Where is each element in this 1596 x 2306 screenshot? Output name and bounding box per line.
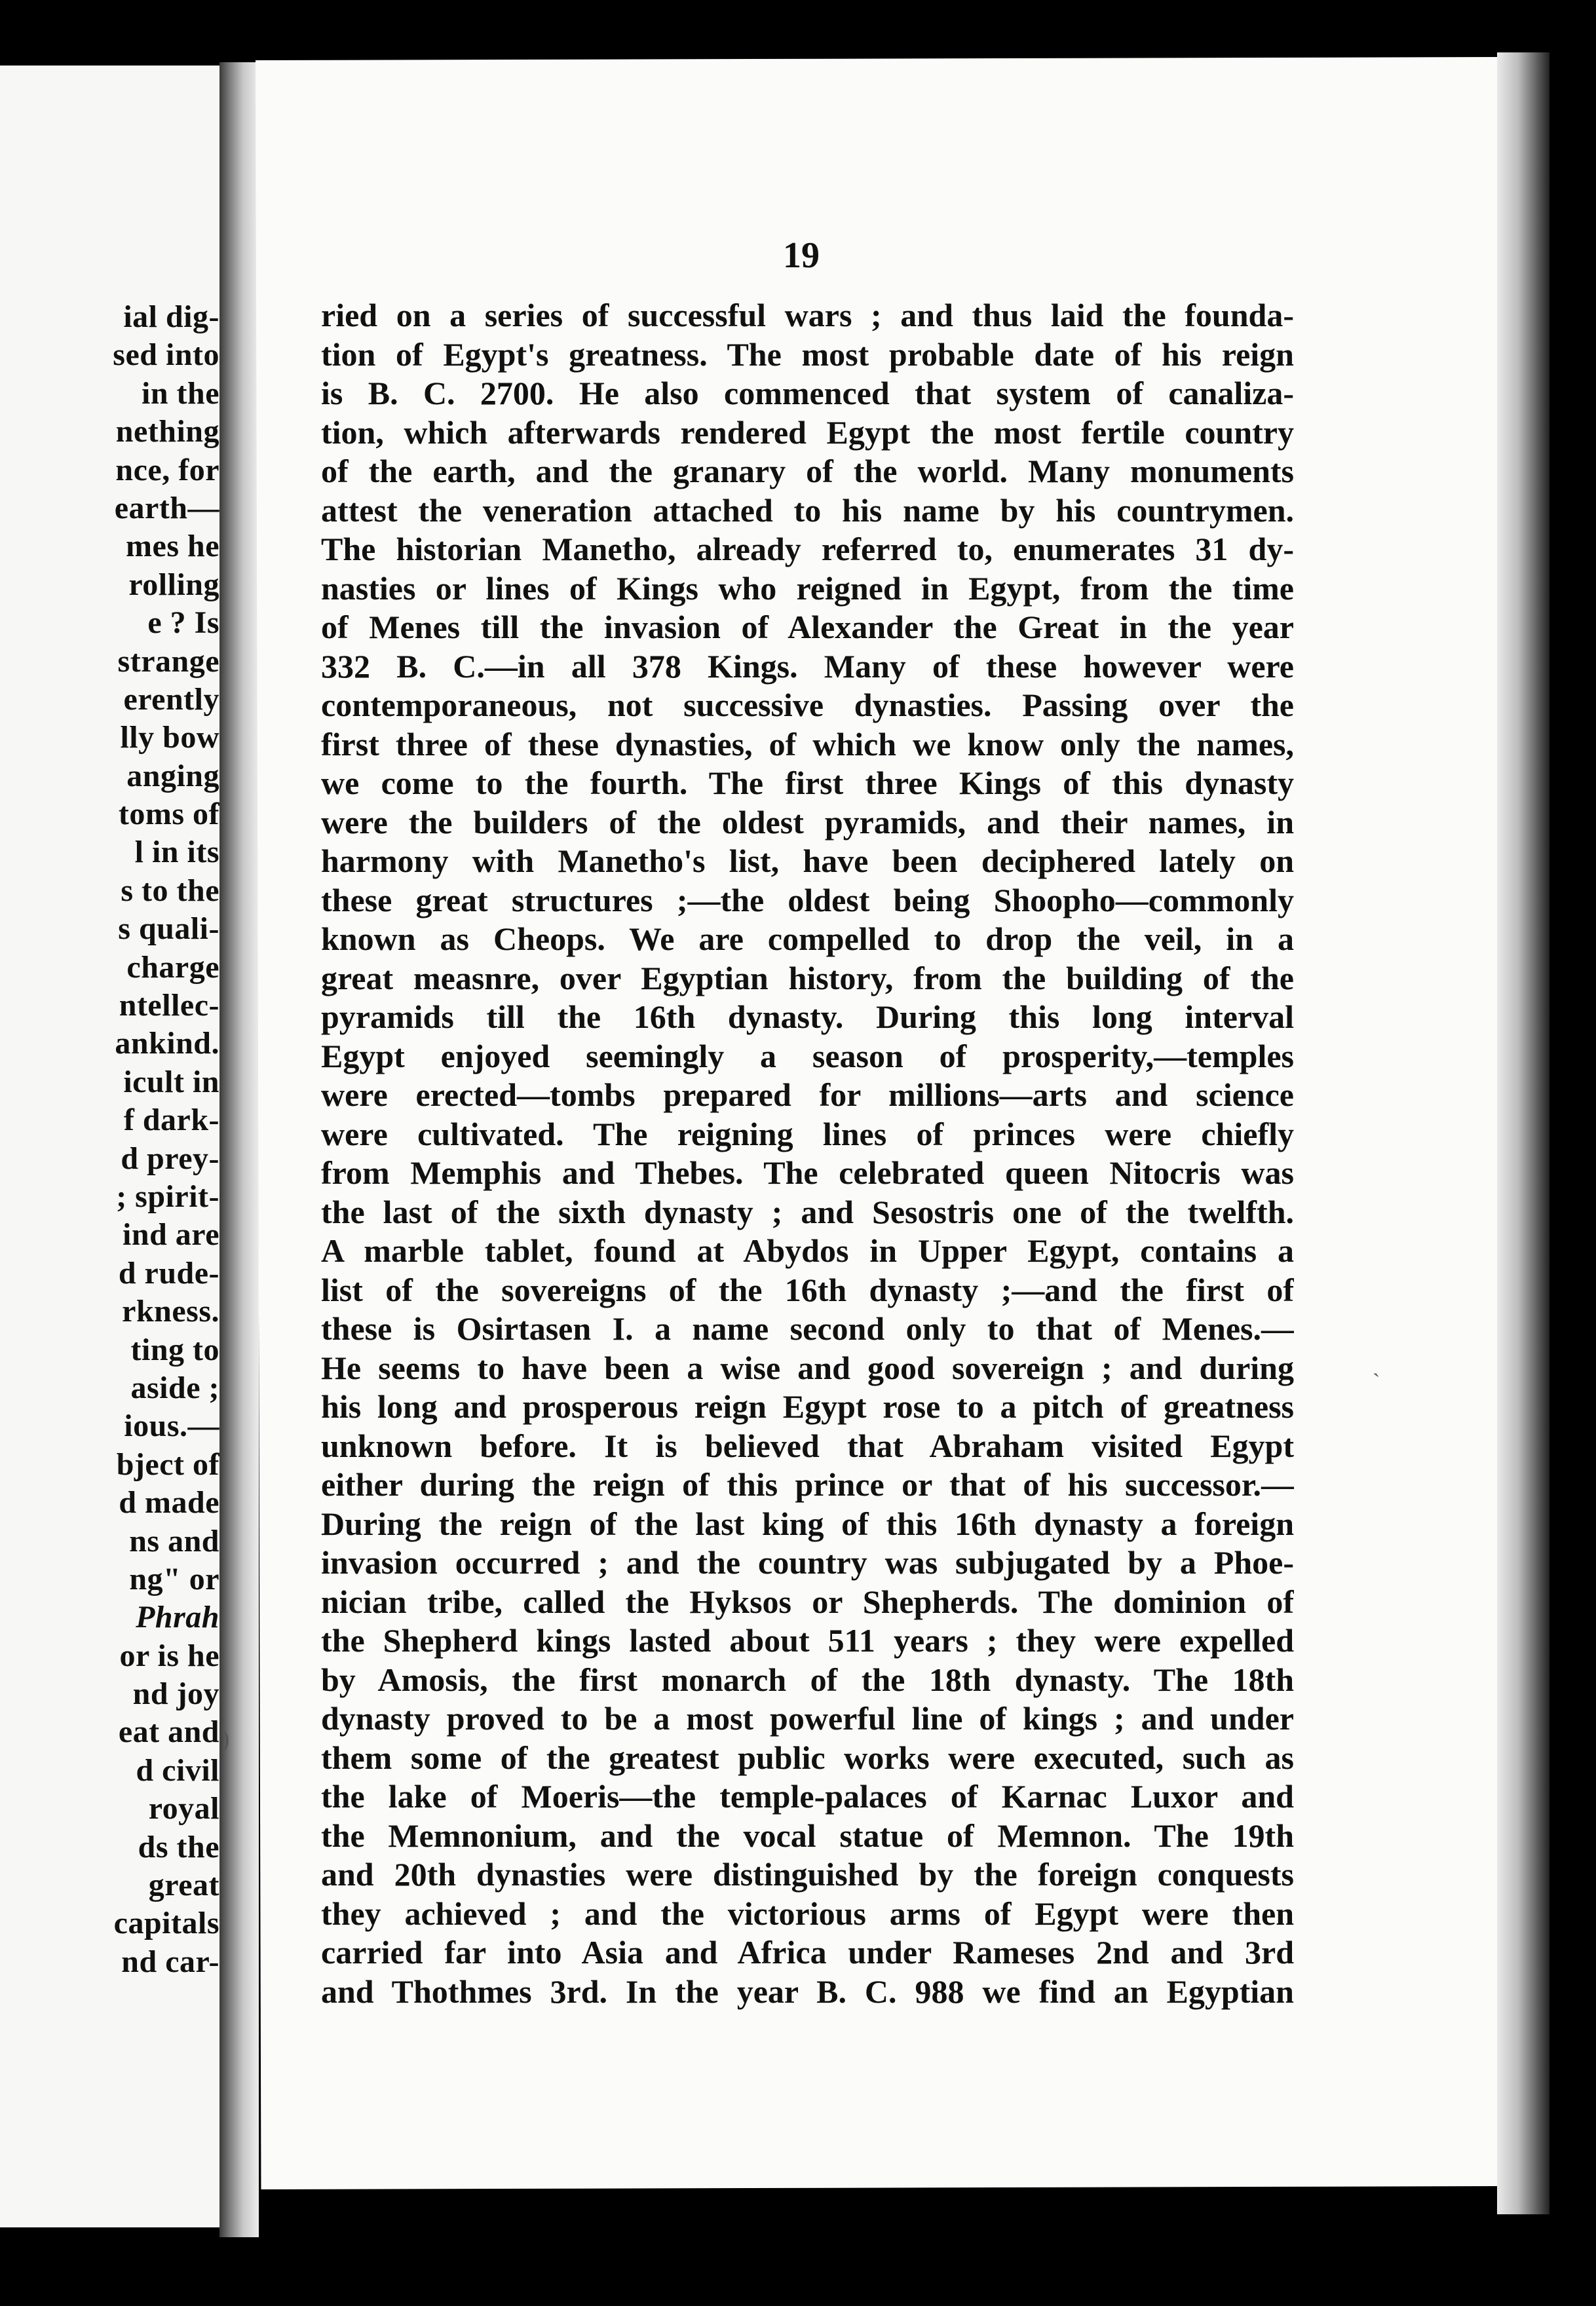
body-text-line: the Memnonium, and the vocal statue of Memnon. The 19th <box>321 1817 1294 1854</box>
margin-mark-left: ) <box>221 1724 230 1753</box>
margin-mark-right: ˎ <box>1373 1353 1380 1377</box>
left-fragment-line: ial dig- <box>123 299 219 334</box>
right-page-edge-shadow <box>1497 52 1549 2214</box>
left-fragment-line: mes he <box>126 529 219 564</box>
body-text-line: He seems to have been a wise and good sovereign ; and during <box>321 1349 1294 1386</box>
page-number: 19 <box>783 235 820 276</box>
left-fragment-line: ntellec- <box>119 988 219 1023</box>
left-fragment-line: strange <box>117 643 219 679</box>
left-fragment-line: nce, for <box>115 452 219 487</box>
left-page-text-fragments <box>3 298 219 1981</box>
body-text-line: harmony with Manetho's list, have been deciphered lately on <box>321 842 1294 879</box>
body-text-line: attest the veneration attached to his name by his countrymen. <box>321 491 1294 529</box>
left-fragment-line: ting to <box>130 1332 219 1367</box>
left-fragment-line: royal <box>148 1791 219 1826</box>
body-text-line: these is Osirtasen I. a name second only to that of Menes.— <box>321 1310 1294 1347</box>
body-text-line: tion, which afterwards rendered Egypt the most fertile country <box>321 413 1294 451</box>
body-text-line: 332 B. C.—in all 378 Kings. Many of these however were <box>321 647 1294 685</box>
left-fragment-line: Phrah <box>136 1600 219 1635</box>
body-text-line: were cultivated. The reigning lines of princes were chiefly <box>321 1115 1294 1152</box>
left-fragment-line: anging <box>126 758 219 793</box>
body-text-line: nician tribe, called the Hyksos or Shepherds. The dominion of <box>321 1583 1294 1620</box>
left-fragment-line: charge <box>126 949 219 985</box>
left-fragment-line: s quali- <box>118 911 219 947</box>
body-text-line: A marble tablet, found at Abydos in Upper Egypt, contains a <box>321 1232 1294 1269</box>
left-fragment-line: rkness. <box>122 1294 219 1329</box>
left-fragment-line: ns and <box>129 1523 219 1559</box>
left-fragment-line: d civil <box>136 1752 219 1788</box>
body-text-line: the Shepherd kings lasted about 511 years ; they were expelled <box>321 1622 1294 1659</box>
body-text-line: pyramids till the 16th dynasty. During this long interval <box>321 998 1294 1035</box>
body-text-line: carried far into Asia and Africa under Rameses 2nd and 3rd <box>321 1934 1294 1971</box>
body-text-line: either during the reign of this prince or that of his successor.— <box>321 1466 1294 1503</box>
left-fragment-line: ankind. <box>115 1026 219 1061</box>
left-fragment-line: rolling <box>128 567 219 602</box>
body-text-line: During the reign of the last king of this 16th dynasty a foreign <box>321 1505 1294 1542</box>
body-text-line: nasties or lines of Kings who reigned in Egypt, from the time <box>321 569 1294 607</box>
body-text-line: great measnre, over Egyptian history, from the building of the <box>321 959 1294 996</box>
left-page-fragment <box>0 66 219 2227</box>
left-fragment-line: aside ; <box>130 1370 219 1405</box>
body-text-line: by Amosis, the first monarch of the 18th dynasty. The 18th <box>321 1661 1294 1698</box>
left-fragment-line: nething <box>115 414 219 449</box>
body-text-line: ried on a series of successful wars ; and thus laid the founda- <box>321 297 1294 333</box>
body-text-line: these great structures ;—the oldest being Shoopho—commonly <box>321 881 1294 918</box>
left-fragment-line: bject of <box>116 1446 219 1482</box>
body-text-line: known as Cheops. We are compelled to drop the veil, in a <box>321 920 1294 957</box>
body-text-line: we come to the fourth. The first three Kings of this dynasty <box>321 765 1294 801</box>
body-text-line: the last of the sixth dynasty ; and Sesostris one of the twelfth. <box>321 1193 1294 1230</box>
body-text-line: of Menes till the invasion of Alexander the Great in the year <box>321 609 1294 645</box>
left-fragment-line: ng" or <box>129 1561 219 1597</box>
left-fragment-line: earth— <box>114 490 219 525</box>
body-text-line: list of the sovereigns of the 16th dynasty ;—and the first of <box>321 1271 1294 1308</box>
left-fragment-line: in the <box>141 375 219 411</box>
left-fragment-line: ious.— <box>124 1408 219 1444</box>
body-text-line: the lake of Moeris—the temple-palaces of Karnac Luxor and <box>321 1778 1294 1815</box>
left-fragment-line: s to the <box>121 873 219 908</box>
left-fragment-line: icult in <box>123 1064 219 1099</box>
left-fragment-line: d prey- <box>121 1141 219 1176</box>
left-fragment-line: d rude- <box>118 1255 219 1291</box>
body-text-line: contemporaneous, not successive dynasties. Passing over the <box>321 687 1294 723</box>
left-fragment-line: ds the <box>138 1829 219 1864</box>
left-fragment-line: l in its <box>134 835 219 870</box>
body-text-line: and Thothmes 3rd. In the year B. C. 988 we find an Egyptian <box>321 1973 1294 2010</box>
body-text-line: they achieved ; and the victorious arms of Egypt were then <box>321 1895 1294 1932</box>
body-text-line: were the builders of the oldest pyramids, and their names, in <box>321 803 1294 841</box>
body-text-line: of the earth, and the granary of the world. Many monuments <box>321 453 1294 489</box>
book-gutter-shadow <box>219 62 259 2237</box>
body-text-line: first three of these dynasties, of which we know only the names, <box>321 725 1294 763</box>
body-text-line: unknown before. It is believed that Abraham visited Egypt <box>321 1427 1294 1464</box>
body-text-line: tion of Egypt's greatness. The most probable date of his reign <box>321 335 1294 373</box>
left-fragment-line: toms of <box>118 797 219 832</box>
left-fragment-line: e ? Is <box>147 605 219 641</box>
left-fragment-line: eat and <box>118 1714 219 1750</box>
body-text-line: dynasty proved to be a most powerful line of kings ; and under <box>321 1700 1294 1737</box>
left-fragment-line: lly bow <box>120 720 219 755</box>
left-fragment-line: or is he <box>119 1638 219 1673</box>
body-text-line: his long and prosperous reign Egypt rose to a pitch of greatness <box>321 1388 1294 1425</box>
body-text-line: Egypt enjoyed seemingly a season of prosperity,—temples <box>321 1037 1294 1074</box>
body-text-line: from Memphis and Thebes. The celebrated queen Nitocris was <box>321 1154 1294 1191</box>
left-fragment-line: erently <box>123 681 219 717</box>
left-fragment-line: nd car- <box>121 1944 219 1979</box>
body-text-line: is B. C. 2700. He also commenced that system of canaliza- <box>321 375 1294 411</box>
left-fragment-line: sed into <box>113 337 219 373</box>
left-fragment-line: d made <box>119 1485 219 1521</box>
left-fragment-line: f dark- <box>123 1103 219 1138</box>
left-fragment-line: nd joy <box>132 1676 219 1712</box>
left-fragment-line: ind are <box>123 1217 219 1253</box>
page-body-text <box>321 296 1294 2011</box>
body-text-line: them some of the greatest public works were executed, such as <box>321 1739 1294 1776</box>
body-text-line: The historian Manetho, already referred to, enumerates 31 dy- <box>321 531 1294 567</box>
body-text-line: and 20th dynasties were distinguished by the foreign conquests <box>321 1856 1294 1893</box>
body-text-line: were erected—tombs prepared for millions—arts and science <box>321 1076 1294 1113</box>
left-fragment-line: ; spirit- <box>116 1179 219 1214</box>
left-fragment-line: capitals <box>113 1906 219 1941</box>
body-text-line: invasion occurred ; and the country was subjugated by a Phoe- <box>321 1544 1294 1581</box>
left-fragment-line: great <box>148 1868 219 1903</box>
